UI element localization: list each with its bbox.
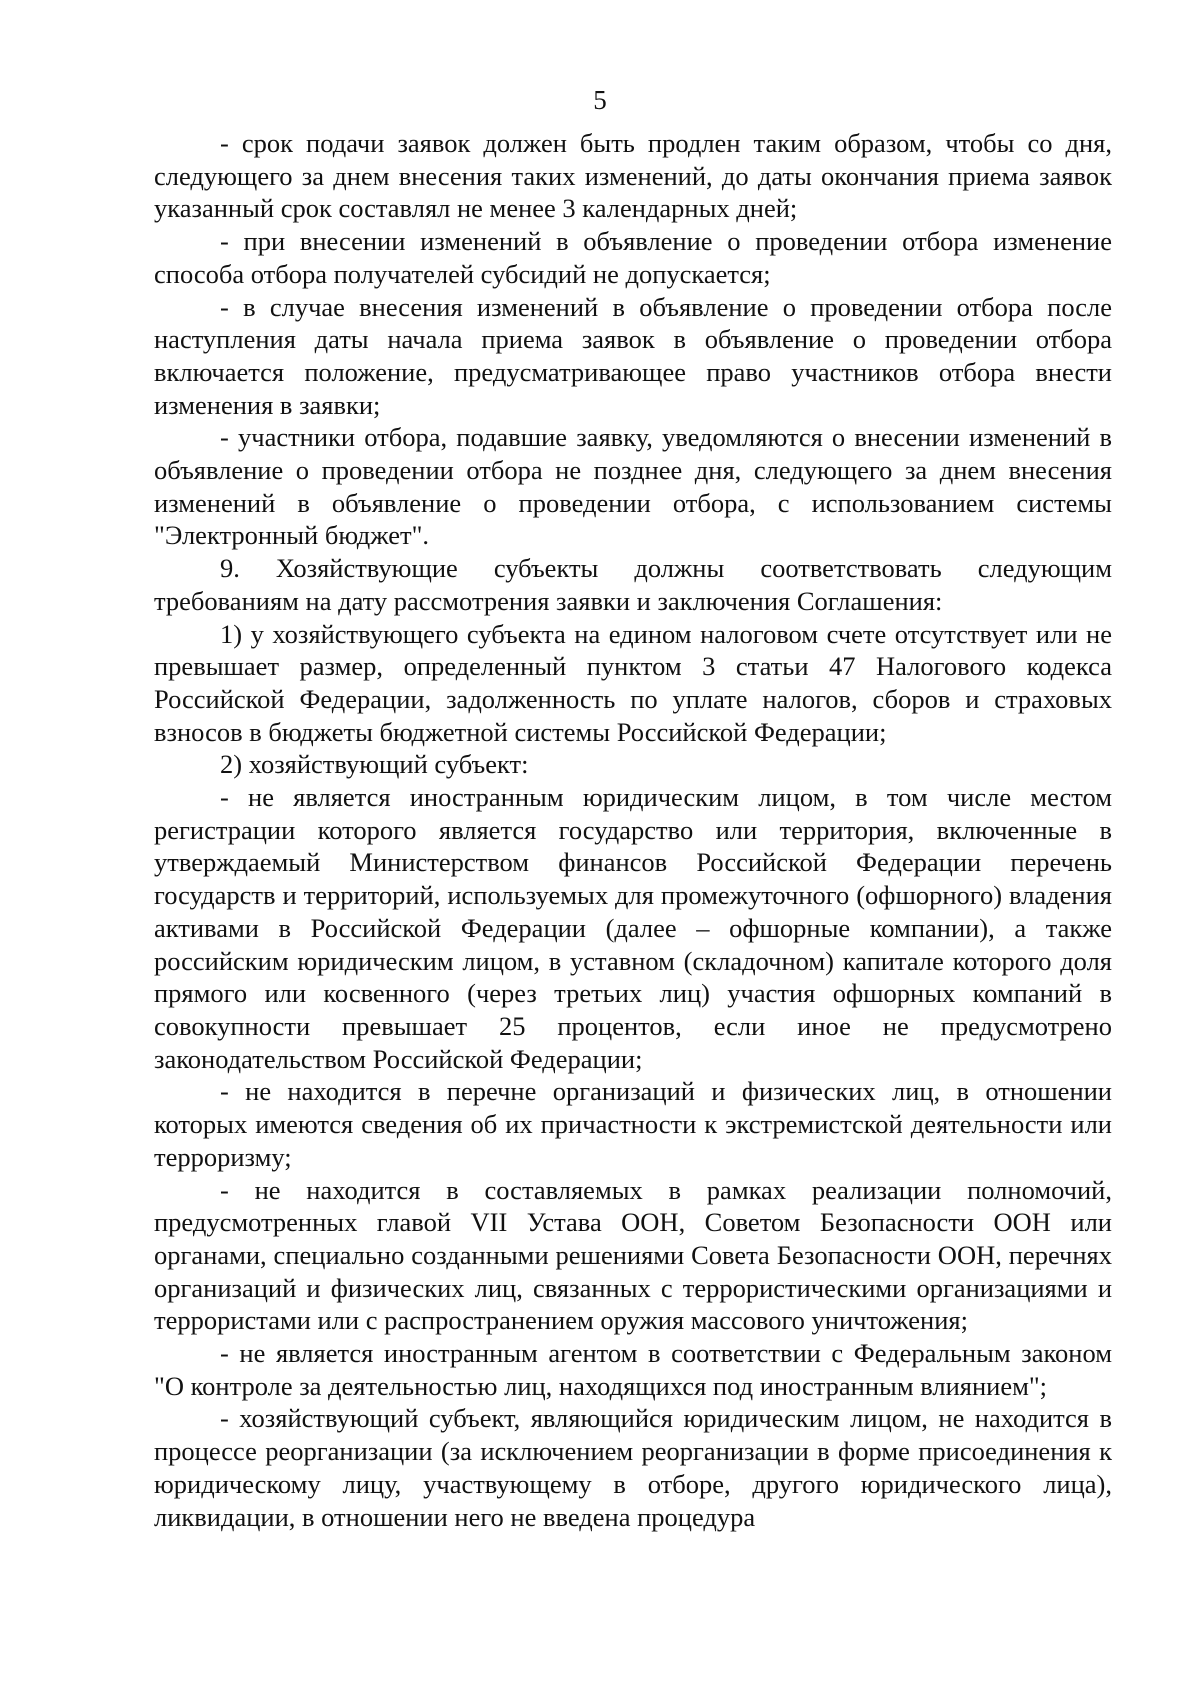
paragraph: - не находится в перечне организаций и физических лиц, в отношении которых имеются сведения об их причастности к экстремистской деятельности или терроризму; [154,1076,1112,1172]
paragraph: - участники отбора, подавшие заявку, уведомляются о внесении изменений в объявление о проведении отбора не позднее дня, следующего за днем внесения изменений в объявление о проведении отбора, с использованием системы "Электронный бюджет". [154,422,1112,551]
paragraph: 2) хозяйствующий субъект: [220,749,529,780]
paragraph: 9. Хозяйствующие субъекты должны соответствовать следующим требованиям на дату рассмотрения заявки и заключения Соглашения: [154,553,1112,616]
paragraph: - не находится в составляемых в рамках реализации полномочий, предусмотренных главой VII Устава ООН, Советом Безопасности ООН или органами, специально созданными решениями Совета Безопасности ООН, перечнях организаций и физических лиц, связанных с террористическими организациями и террористами или с распространением оружия массового уничтожения; [154,1174,1112,1336]
paragraph: - срок подачи заявок должен быть продлен таким образом, чтобы со дня, следующего за днем внесения таких изменений, до даты окончания приема заявок указанный срок составлял не менее 3 календарных дней; [154,128,1112,224]
paragraph: - в случае внесения изменений в объявление о проведении отбора после наступления даты начала приема заявок в объявление о проведении отбора включается положение, предусматривающее право участников отбора внести изменения в заявки; [154,291,1112,420]
paragraph: - не является иностранным юридическим лицом, в том числе местом регистрации которого является государство или территория, включенные в утверждаемый Министерством финансов Российской Федерации перечень государств и территорий, используемых для промежуточного (офшорного) владения активами в Российской Федерации (далее – офшорные компании), а также российским юридическим лицом, в уставном (складочном) капитале которого доля прямого или косвенного (через третьих лиц) участия офшорных компаний в совокупности превышает 25 процентов, если иное не предусмотрено законодательством Российской Федерации; [154,782,1112,1074]
paragraph: - не является иностранным агентом в соответствии с Федеральным законом "О контроле за деятельностью лиц, находящихся под иностранным влиянием"; [154,1338,1112,1401]
document-body [154,127,1112,1533]
paragraph: 1) у хозяйствующего субъекта на едином налоговом счете отсутствует или не превышает размер, определенный пунктом 3 статьи 47 Налогового кодекса Российской Федерации, задолженность по уплате налогов, сборов и страховых взносов в бюджеты бюджетной системы Российской Федерации; [154,618,1112,747]
page-number: 5 [593,85,607,115]
paragraph: - хозяйствующий субъект, являющийся юридическим лицом, не находится в процессе реорганизации (за исключением реорганизации в форме присоединения к юридическому лицу, участвующему в отборе, другого юридического лица), ликвидации, в отношении него не введена процедура [154,1403,1112,1532]
paragraph: - при внесении изменений в объявление о проведении отбора изменение способа отбора получателей субсидий не допускается; [154,226,1112,289]
